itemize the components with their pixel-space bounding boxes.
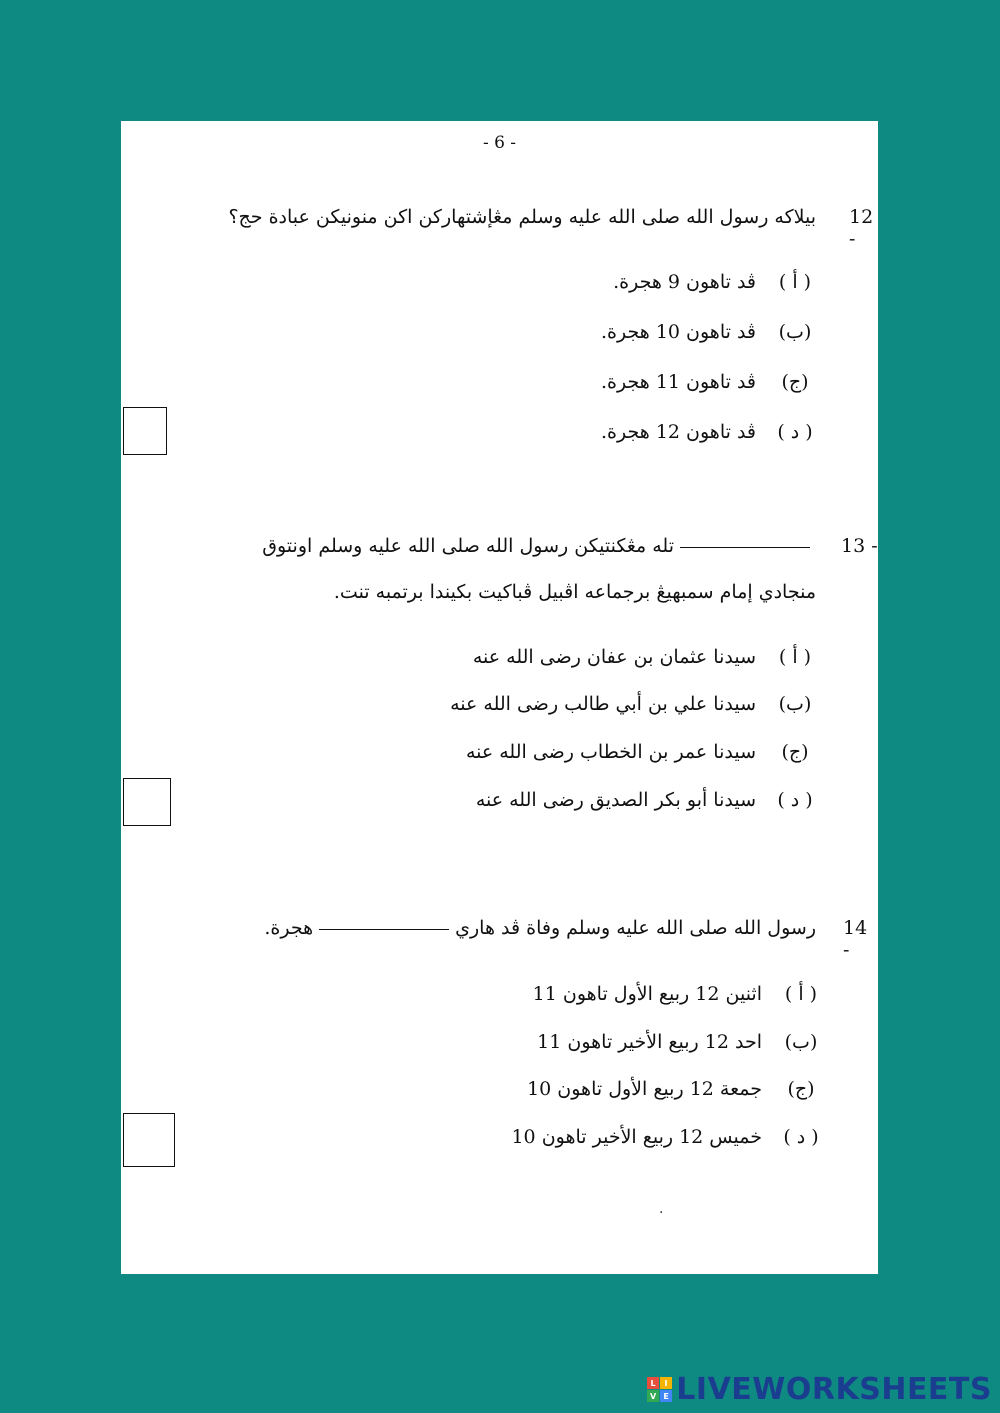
question-13-option-d <box>476 789 816 811</box>
option-label: ( د ) <box>777 789 813 811</box>
option-label: ( أ ) <box>778 646 812 668</box>
question-14-option-d <box>511 1126 822 1148</box>
logo-letter: V <box>647 1390 659 1402</box>
question-14-option-a <box>533 983 822 1005</box>
question-14-option-c <box>527 1078 822 1100</box>
question-13-option-a <box>473 646 816 668</box>
logo-letter: L <box>647 1377 659 1389</box>
option-text: جمعة 12 ربيع الأول تاهون 10 <box>527 1078 762 1100</box>
question-14-option-b <box>537 1031 822 1053</box>
scan-mark: · <box>659 1205 664 1221</box>
question-12-option-a <box>613 271 816 293</box>
question-12-stem: بيلاکه رسول الله صلى الله عليه وسلم مڠإشتهارکن اکن منونيکن عبادة حج؟ <box>228 206 816 228</box>
liveworksheets-icon <box>647 1377 672 1402</box>
logo-letter: E <box>660 1390 672 1402</box>
question-13-number: 13 - <box>841 535 878 557</box>
answer-blank[interactable] <box>319 928 449 930</box>
option-label: (ب) <box>778 321 812 343</box>
brand-text: LIVEWORKSHEETS <box>676 1372 992 1407</box>
question-13-option-b <box>450 693 816 715</box>
option-label: (ج) <box>787 1078 815 1100</box>
question-13-stem-line-1 <box>262 535 816 557</box>
question-12-option-c <box>601 371 816 393</box>
question-14-stem <box>264 917 816 939</box>
question-14-number: 14 - <box>843 917 868 961</box>
answer-blank[interactable] <box>680 546 810 548</box>
stem-text-before: رسول الله صلى الله عليه وسلم وفاة ڤد هاري <box>455 917 816 939</box>
option-label: (ب) <box>784 1031 818 1053</box>
question-12-option-b <box>601 321 816 343</box>
question-14-answer-box[interactable] <box>123 1113 175 1167</box>
option-text: ڤد تاهون 11 هجرة. <box>601 371 756 393</box>
question-13-option-c <box>466 741 816 763</box>
option-text: ڤد تاهون 9 هجرة. <box>613 271 756 293</box>
option-text: ڤد تاهون 10 هجرة. <box>601 321 756 343</box>
page-number: - 6 - <box>482 133 517 153</box>
stem-text-after: هجرة. <box>264 917 314 939</box>
option-text: خميس 12 ربيع الأخير تاهون 10 <box>511 1126 762 1148</box>
option-text: سيدنا عثمان بن عفان رضى الله عنه <box>472 646 756 668</box>
question-12-option-d <box>601 421 816 443</box>
option-text: سيدنا أبو بكر الصديق رضى الله عنه <box>475 789 756 811</box>
option-label: ( د ) <box>777 421 813 443</box>
option-text: سيدنا علي بن أبي طالب رضى الله عنه <box>450 693 756 715</box>
stem-text: تله مڠكنتيکن رسول الله صلى الله عليه وسلم اونتوق <box>262 535 674 557</box>
question-12-number: 12 - <box>849 206 874 250</box>
liveworksheets-logo <box>647 1372 992 1407</box>
option-label: ( د ) <box>783 1126 819 1148</box>
option-text: اثنين 12 ربيع الأول تاهون 11 <box>532 983 762 1005</box>
logo-letter: I <box>660 1377 672 1389</box>
option-label: (ج) <box>781 371 809 393</box>
option-label: ( أ ) <box>778 271 812 293</box>
option-text: احد 12 ربيع الأخير تاهون 11 <box>537 1031 762 1053</box>
worksheet-page <box>121 121 878 1274</box>
question-12-answer-box[interactable] <box>123 407 167 455</box>
option-label: (ب) <box>778 693 812 715</box>
option-text: سيدنا عمر بن الخطاب رضى الله عنه <box>465 741 756 763</box>
option-label: (ج) <box>781 741 809 763</box>
question-13-answer-box[interactable] <box>123 778 171 826</box>
option-label: ( أ ) <box>784 983 818 1005</box>
option-text: ڤد تاهون 12 هجرة. <box>601 421 756 443</box>
question-13-stem-line-2: منجادي إمام سمبهيڠ برجماعه اڤبيل ڤباکيت بکيندا برتمبه تنت. <box>333 581 816 603</box>
